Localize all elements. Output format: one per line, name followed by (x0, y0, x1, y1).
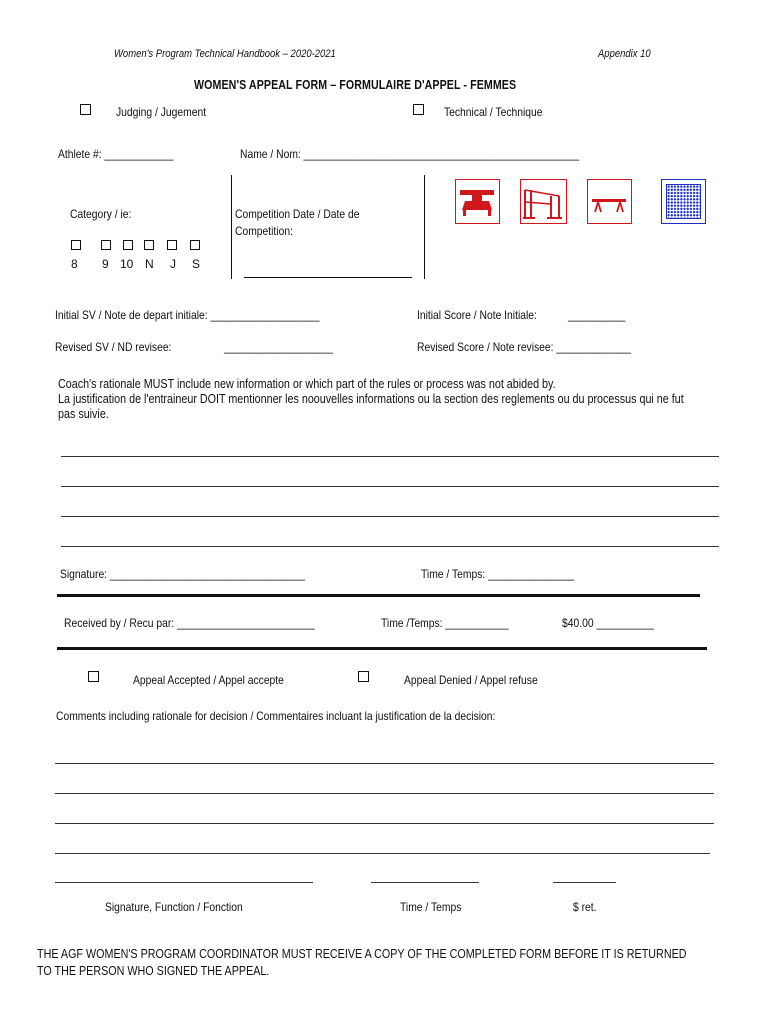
category-checkbox-s[interactable] (190, 240, 200, 250)
rationale-line-input-3[interactable] (61, 516, 719, 517)
comments-line-3[interactable] (55, 823, 714, 824)
notice-line-2: TO THE PERSON WHO SIGNED THE APPEAL. (37, 964, 270, 978)
revised-sv-field[interactable]: ___________________ (224, 340, 334, 354)
form-title: WOMEN'S APPEAL FORM – FORMULAIRE D'APPEL - FEMMES (194, 77, 517, 92)
category-option-j: J (170, 257, 176, 271)
appeal-accepted-label: Appeal Accepted / Appel accepte (133, 673, 284, 687)
comments-line-2[interactable] (55, 793, 714, 794)
divider-left (231, 175, 232, 279)
footer-time-line[interactable] (371, 882, 479, 883)
rationale-text (58, 377, 738, 422)
appeal-denied-checkbox[interactable] (358, 671, 369, 682)
initial-score-field[interactable]: __________ (568, 308, 626, 322)
fee-field[interactable]: $40.00 __________ (562, 616, 654, 630)
technical-label: Technical / Technique (444, 105, 543, 119)
revised-score-field[interactable]: Revised Score / Note revisee: _____________ (417, 340, 632, 354)
appeal-accepted-checkbox[interactable] (88, 671, 99, 682)
category-option-9: 9 (102, 257, 109, 271)
category-option-s: S (192, 257, 201, 271)
category-checkbox-n[interactable] (144, 240, 154, 250)
comments-line-1[interactable] (55, 763, 714, 764)
category-label: Category / ie: (70, 207, 132, 221)
section-divider-2 (57, 647, 707, 650)
initial-sv-field[interactable]: Initial SV / Note de depart initiale: ___________________ (55, 308, 320, 322)
vault-icon[interactable] (455, 179, 500, 224)
comments-label: Comments including rationale for decision / Commentaires incluant la justification de la decision: (56, 709, 496, 723)
athlete-number-field[interactable]: Athlete #: ____________ (58, 147, 174, 161)
signature-time-field[interactable]: Time / Temps: _______________ (421, 567, 575, 581)
floor-icon[interactable] (661, 179, 706, 224)
competition-date-label-2: Competition: (235, 224, 293, 238)
category-checkbox-10[interactable] (123, 240, 133, 250)
beam-icon[interactable] (587, 179, 632, 224)
uneven-bars-icon[interactable] (520, 179, 567, 224)
signature-function-label: Signature, Function / Fonction (105, 900, 243, 914)
section-divider-1 (57, 594, 700, 597)
technical-checkbox[interactable] (413, 104, 424, 115)
judging-label: Judging / Jugement (116, 105, 207, 119)
rationale-line-2: La justification de l'entraineur DOIT mentionner les noouvelles informations ou la section des reglements ou du processus qui ne fut (58, 392, 684, 406)
notice-line-1: THE AGF WOMEN'S PROGRAM COORDINATOR MUST RECEIVE A COPY OF THE COMPLETED FORM BEFORE IT IS RETURNED (37, 947, 687, 961)
rationale-line-input-4[interactable] (61, 546, 719, 547)
competition-date-line[interactable] (244, 277, 412, 278)
rationale-line-3: pas suivie. (58, 407, 109, 421)
footer-signature-line[interactable] (55, 882, 313, 883)
judging-checkbox[interactable] (80, 104, 91, 115)
received-by-field[interactable]: Received by / Recu par: ________________________ (64, 616, 315, 630)
initial-score-label: Initial Score / Note Initiale: (417, 308, 537, 322)
category-option-10: 10 (120, 257, 134, 271)
competition-date-label: Competition Date / Date de (235, 207, 360, 221)
handbook-header: Women's Program Technical Handbook – 2020-2021 (114, 48, 336, 60)
rationale-line-1: Coach's rationale MUST include new information or which part of the rules or process was not abided by. (58, 377, 556, 391)
category-checkbox-j[interactable] (167, 240, 177, 250)
footer-time-label: Time / Temps (400, 900, 462, 914)
category-option-n: N (145, 257, 154, 271)
category-checkbox-9[interactable] (101, 240, 111, 250)
divider-right (424, 175, 425, 279)
revised-sv-label: Revised SV / ND revisee: (55, 340, 172, 354)
ret-label: $ ret. (573, 900, 597, 914)
comments-line-4[interactable] (55, 853, 710, 854)
category-checkbox-8[interactable] (71, 240, 81, 250)
appendix-label: Appendix 10 (598, 48, 651, 60)
rationale-line-input-2[interactable] (61, 486, 719, 487)
signature-field[interactable]: Signature: __________________________________ (60, 567, 306, 581)
appeal-denied-label: Appeal Denied / Appel refuse (404, 673, 538, 687)
footer-ret-line[interactable] (553, 882, 616, 883)
athlete-name-field[interactable]: Name / Nom: ________________________________________________ (240, 147, 580, 161)
rationale-line-input-1[interactable] (61, 456, 719, 457)
received-time-field[interactable]: Time /Temps: ___________ (381, 616, 509, 630)
category-option-8: 8 (71, 257, 78, 271)
